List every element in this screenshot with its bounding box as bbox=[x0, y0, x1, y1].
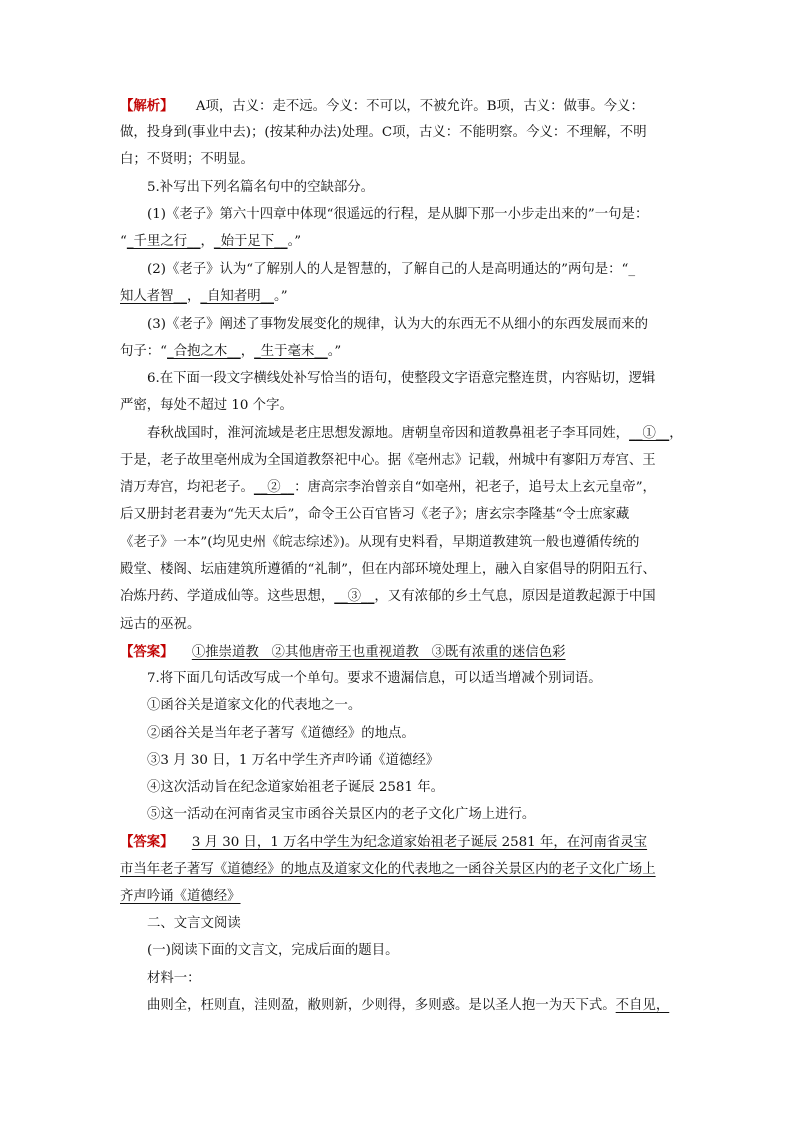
q5-sub2-answer-line: 知人者智__，_自知者明__。” bbox=[120, 289, 288, 304]
q5-answer-2b: _自知者明__ bbox=[200, 289, 274, 304]
q5-answer-1a: _千里之行__ bbox=[126, 234, 201, 249]
q5-title: 5.补写出下列名篇名句中的空缺部分。 bbox=[147, 180, 375, 195]
q6-passage-line-2: 于是，老子故里亳州成为全国道教祭祀中心。据《亳州志》记载，州城中有寥阳万寿宫、王 bbox=[120, 453, 656, 468]
q6-blank-3: __③__ bbox=[334, 589, 375, 604]
q7-item-3: ③3 月 30 日，1 万名中学生齐声吟诵《道德经》 bbox=[147, 753, 440, 768]
section-2-instruction: (一)阅读下面的文言文，完成后面的题目。 bbox=[147, 943, 399, 958]
q6-passage-line-1: 春秋战国时，淮河流域是老庄思想发源地。唐朝皇帝因和道教鼻祖老子李耳同姓，__①__， bbox=[147, 426, 683, 441]
answer-label: 【答案】 bbox=[120, 834, 174, 850]
q5-sub3-prompt: (3)《老子》阐述了事物发展变化的规律，认为大的东西无不从细小的东西发展而来的 bbox=[147, 317, 649, 332]
q7-item-4: ④这次活动旨在纪念道家始祖老子诞辰 2581 年。 bbox=[147, 780, 445, 795]
q6-passage-line-3: 清万寿宫，均祀老子。__②__：唐高宗李治曾亲自“如亳州，祀老子，追号太上玄元皇帝”， bbox=[120, 480, 656, 495]
q5-answer-2a: 知人者智__ bbox=[120, 289, 187, 304]
q7-title: 7.将下面几句话改写成一个单句。要求不遗漏信息，可以适当增减个别词语。 bbox=[147, 671, 602, 686]
analysis-line-3: 白；不贤明；不明显。 bbox=[120, 152, 254, 167]
material-1-text: 曲则全，枉则直，洼则盈，敝则新，少则得，多则惑。是以圣人抱一为天下式。不自见， bbox=[147, 998, 670, 1013]
material-1-label: 材料一： bbox=[147, 971, 201, 986]
q7-item-1: ①函谷关是道家文化的代表地之一。 bbox=[147, 698, 362, 713]
q7-answer-line-1: 【答案】 3 月 30 日，1 万名中学生为纪念道家始祖老子诞辰 2581 年，在河南省灵宝 bbox=[120, 834, 648, 850]
answer-label: 【答案】 bbox=[120, 644, 174, 660]
q6-blank-1: __①__ bbox=[629, 426, 670, 441]
q6-passage-line-7: 冶炼丹药、学道成仙等。这些思想，__③__，又有浓郁的乡土气息，原因是道教起源于中国 bbox=[120, 589, 656, 604]
q7-answer-line-2: 市当年老子著写《道德经》的地点及道家文化的代表地之一函谷关景区内的老子文化广场上 bbox=[120, 862, 656, 877]
q6-passage-line-5: 《老子》一本”(均见史州《皖志综述》)。从现有史料看，早期道教建筑一般也遵循传统的 bbox=[120, 535, 640, 550]
q5-answer-3b: _生于毫末__ bbox=[254, 344, 328, 359]
q6-passage-line-8: 远古的巫祝。 bbox=[120, 617, 201, 632]
q5-sub2-prompt: (2)《老子》认为“了解别人的人是智慧的，了解自己的人是高明通达的”两句是：“_ bbox=[147, 262, 636, 277]
section-2-title: 二、文言文阅读 bbox=[147, 916, 241, 931]
q7-item-5: ⑤这一活动在河南省灵宝市函谷关景区内的老子文化广场上进行。 bbox=[147, 807, 536, 822]
q7-answer-line-3: 齐声吟诵《道德经》 bbox=[120, 889, 241, 904]
analysis-label: 【解析】 bbox=[120, 98, 174, 114]
q6-answer: ①推崇道教 ②其他唐帝王也重视道教 ③既有浓重的迷信色彩 bbox=[191, 645, 566, 660]
q7-item-2: ②函谷关是当年老子著写《道德经》的地点。 bbox=[147, 726, 415, 741]
q6-passage-line-4: 后又册封老君妻为“先天太后”，命令王公百官皆习《老子》；唐玄宗李隆基“令士庶家藏 bbox=[120, 507, 630, 522]
q6-title-line-1: 6.在下面一段文字横线处补写恰当的语句，使整段文字语意完整连贯，内容贴切，逻辑 bbox=[147, 371, 656, 386]
q5-answer-3a: _合抱之木__ bbox=[167, 344, 241, 359]
analysis-line-2: 做，投身到(事业中去)；(按某种办法)处理。C项，古义：不能明察。今义：不理解，不明 bbox=[120, 125, 647, 140]
underlined-phrase: 不自见， bbox=[615, 998, 670, 1013]
q6-passage-line-6: 殿堂、楼阁、坛庙建筑所遵循的“礼制”，但在内部环境处理上，融入自家倡导的阴阳五行、 bbox=[120, 562, 656, 577]
q6-answer-line bbox=[120, 643, 566, 662]
q5-sub1-answer-line: “_千里之行__，_始于足下__。” bbox=[120, 234, 302, 249]
q6-blank-2: __②__ bbox=[253, 480, 295, 495]
analysis-line-1: 【解析】 A项，古义：走不远。今义：不可以，不被允许。B项，古义：做事。今义： bbox=[120, 98, 644, 114]
q5-sub3-answer-line: 句子：“_合抱之木__，_生于毫末__。” bbox=[120, 344, 342, 359]
q5-answer-1b: _始于足下__ bbox=[213, 234, 288, 249]
q6-title-line-2: 严密，每处不超过 10 个字。 bbox=[120, 398, 293, 413]
q5-sub1-prompt: (1)《老子》第六十四章中体现“很遥远的行程，是从脚下那一小步走出来的”一句是： bbox=[147, 207, 649, 222]
